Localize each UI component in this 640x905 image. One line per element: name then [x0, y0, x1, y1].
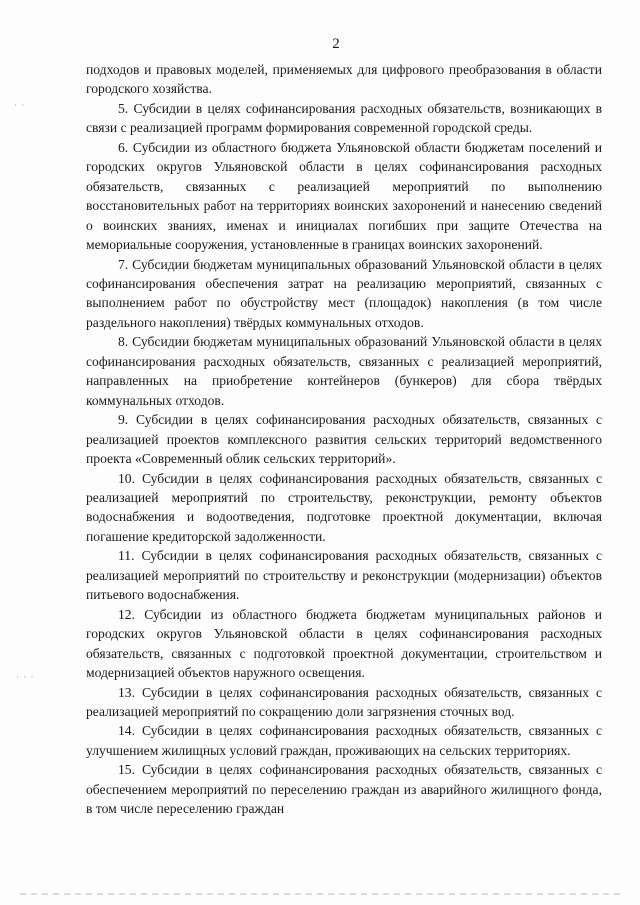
- scan-bottom-edge: [20, 893, 620, 895]
- paragraph-item-7: 7. Субсидии бюджетам муниципальных образований Ульяновской области в целях софинансирования обеспечения затрат на реализацию мероприятий, связанных с выполнением работ по обустройству мест (площадок) накопления (в том числе раздельного накопления) твёрдых коммунальных отходов.: [86, 256, 602, 330]
- paragraph-continuation: подходов и правовых моделей, применяемых для цифрового преобразования в области городского хозяйства.: [86, 62, 602, 97]
- paragraph-item-8: 8. Субсидии бюджетам муниципальных образований Ульяновской области в целях софинансирования расходных обязательств, связанных с реализацией мероприятий, направленных на приобретение контейнеров (бункеров) для сбора твёрдых коммунальных отходов.: [86, 334, 602, 408]
- paragraph-item-5: 5. Субсидии в целях софинансирования расходных обязательств, возникающих в связи с реализацией программ формирования современной городской среды.: [86, 100, 602, 136]
- paragraph-item-10: 10. Субсидии в целях софинансирования расходных обязательств, связанных с реализацией мероприятий по строительству, реконструкции, ремонту объектов водоснабжения и водоотведения, подготовке проектной документации, включая погашение кредиторской задолженности.: [86, 470, 602, 544]
- paragraph-item-15: 15. Субсидии в целях софинансирования расходных обязательств, связанных с обеспечением мероприятий по переселению граждан из аварийного жилищного фонда, в том числе переселению граждан: [86, 762, 602, 817]
- paragraph-item-12: 12. Субсидии из областного бюджета бюджетам муниципальных районов и городских округов Ульяновской области в целях софинансирования расходных обязательств, связанных с подготовкой проектной документации, строительством и модернизацией объектов наружного освещения.: [86, 606, 602, 681]
- paragraph-item-13: 13. Субсидии в целях софинансирования расходных обязательств, связанных с реализацией мероприятий по сокращению доли загрязнения сточных вод.: [86, 684, 602, 719]
- paragraph-item-6: 6. Субсидии из областного бюджета Ульяновской области бюджетам поселений и городских округов Ульяновской области в целях софинансирования расходных обязательств, связанных с реализацией мероприятий по выполнению восстановительных работ на территориях воинских захоронений и нанесению сведений о воинских званиях, именах и инициалах погибших при защите Отечества на мемориальные сооружения, установленные в границах воинских захоронений.: [86, 139, 602, 253]
- document-body: [86, 60, 602, 819]
- paragraph-item-14: 14. Субсидии в целях софинансирования расходных обязательств, связанных с улучшением жилищных условий граждан, проживающих на сельских территориях.: [86, 723, 602, 758]
- paragraph-item-9: 9. Субсидии в целях софинансирования расходных обязательств, связанных с реализацией проектов комплексного развития сельских территорий ведомственного проекта «Современный облик сельских территорий».: [86, 412, 602, 467]
- scan-artifact: · ·: [14, 100, 26, 110]
- scan-artifact: · · ·: [16, 672, 35, 682]
- page-number: 2: [332, 36, 340, 52]
- paragraph-item-11: 11. Субсидии в целях софинансирования расходных обязательств, связанных с реализацией мероприятий по строительству и реконструкции (модернизации) объектов питьевого водоснабжения.: [86, 548, 602, 603]
